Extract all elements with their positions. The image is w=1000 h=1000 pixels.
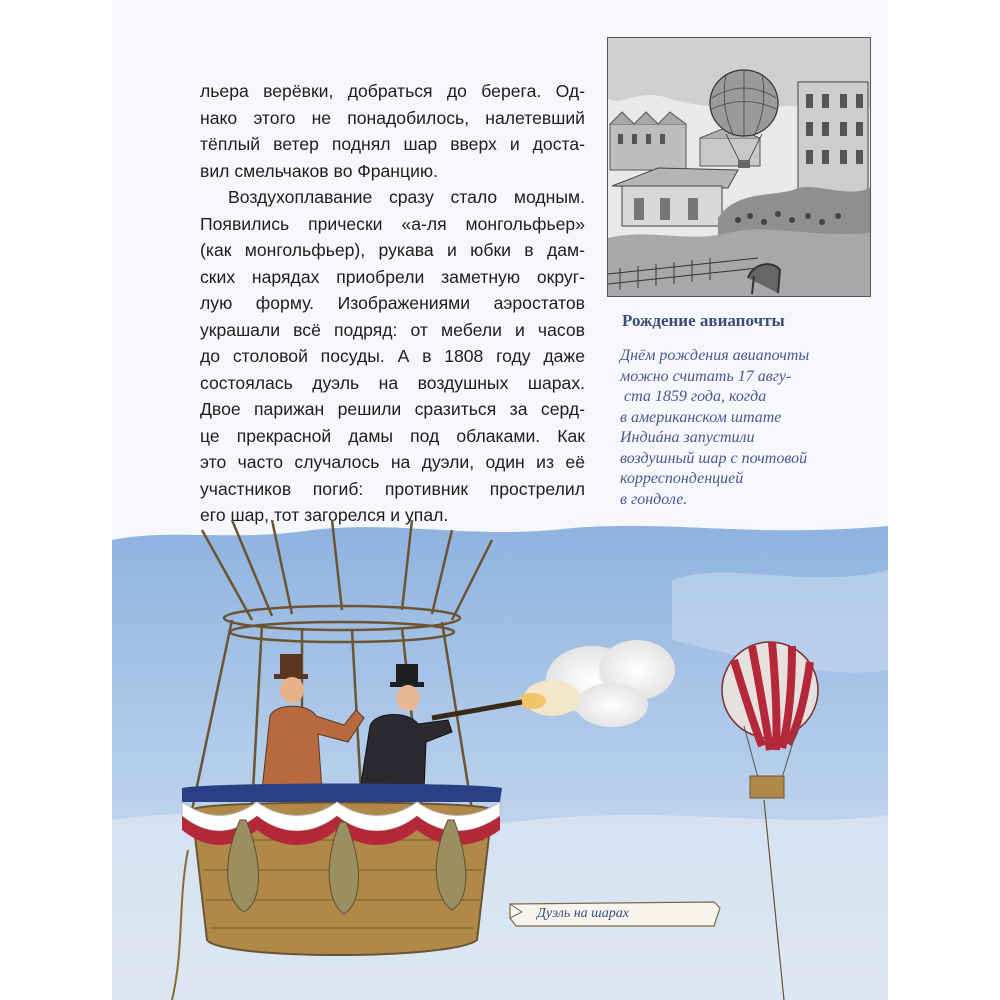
text-line: Воздухоплавание сразу стало модным. (228, 187, 585, 207)
gondola-basket (182, 784, 502, 956)
illustration-caption: Дуэль на шарах (537, 906, 629, 921)
text-line: до столовой посуды. А в 1808 году даже (200, 346, 585, 366)
text-line: его шар, тот загорелся и упал. (200, 505, 449, 525)
paragraph-1 (200, 78, 585, 184)
text-line: ских нарядах приобрели заметную округ- (200, 266, 585, 287)
engraving-illustration (607, 37, 871, 297)
sidebar-line: в американском штате (620, 408, 782, 426)
balloon-duel-illustration (112, 520, 888, 1000)
text-line: Двое парижан решили сразиться за серд- (200, 399, 585, 419)
text-line: тёплый ветер поднял шар вверх и доста- (200, 134, 585, 154)
main-text-column (200, 78, 585, 529)
airmail-balloon-engraving (608, 38, 870, 296)
sidebar-title: Рождение авиапочты (622, 311, 785, 330)
sidebar-line: в гондоле. (620, 490, 688, 508)
text-line: це прекрасной дамы под облаками. Как (200, 425, 585, 446)
sidebar-line: воздушный шар с почтовой (620, 449, 808, 467)
sidebar-line: можно считать 17 авгу- (620, 367, 792, 385)
text-line: вил смельчаков во Францию. (200, 160, 439, 181)
text-line: украшали всё подряд: от мебели и часов (200, 319, 585, 340)
sidebar-line: корреспонденцией (620, 470, 744, 487)
text-line: льера верёвки, добраться до берега. Од- (200, 81, 585, 101)
paragraph-2 (200, 184, 585, 529)
text-line: участников погиб: противник прострелил (200, 478, 585, 499)
text-line: состоялась дуэль на воздушных шарах. (200, 372, 585, 393)
text-line: нако этого не понадобилось, налетевший (200, 107, 585, 128)
sidebar-text (612, 346, 857, 510)
text-line: это часто случалось на дуэли, один из её (200, 452, 585, 472)
sidebar-line: Индиáна запустили (620, 429, 755, 446)
sidebar-line: Днём рождения авиапочты (620, 347, 810, 364)
sidebar-line: ста 1859 года, когда (624, 388, 767, 405)
text-line: лую форму. Изображениями аэростатов (200, 293, 585, 313)
text-line: Появились прически «а-ля монгольфьер» (200, 213, 585, 234)
text-line: (как монгольфьер), рукава и юбки в дам- (200, 240, 585, 260)
duel-scene (112, 520, 888, 1000)
